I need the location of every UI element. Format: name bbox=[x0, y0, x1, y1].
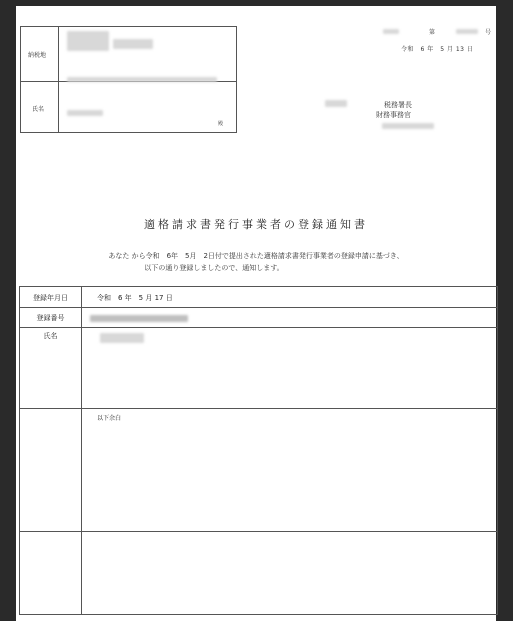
redacted-address bbox=[67, 31, 109, 51]
registration-date-value: 令和 6 年 5 月 17 日 bbox=[97, 294, 173, 302]
number-prefix: 第 bbox=[429, 29, 437, 36]
redacted-name bbox=[67, 110, 103, 116]
table-column-divider bbox=[81, 287, 82, 614]
registration-number-label: 登録番号 bbox=[36, 314, 65, 322]
table-row-divider bbox=[20, 307, 497, 308]
redacted-document-number bbox=[456, 29, 478, 34]
notice-body-line1: あなた から令和 6年 5月 2日付で提出された適格請求書発行事業者の登録申請に基づき、 bbox=[108, 252, 404, 260]
recipient-box bbox=[20, 26, 237, 133]
recipient-box-divider-vertical bbox=[58, 27, 59, 132]
address-label: 納税地 bbox=[28, 52, 47, 59]
notice-title: 適格請求書発行事業者の登録通知書 bbox=[144, 218, 368, 231]
redacted-registrant-name bbox=[100, 333, 144, 343]
redacted-issuer-name bbox=[382, 123, 434, 129]
registration-date-label: 登録年月日 bbox=[33, 294, 68, 302]
notice-body-line2: 以下の通り登録しましたので、通知します。 bbox=[144, 264, 284, 272]
redacted-address-line bbox=[67, 77, 217, 82]
issue-date: 令和 6 年 5 月 13 日 bbox=[401, 46, 474, 53]
number-suffix: 号 bbox=[485, 29, 493, 36]
table-name-label: 氏名 bbox=[43, 332, 58, 340]
redacted-tax-office-name bbox=[325, 100, 347, 107]
honorific-label: 殿 bbox=[218, 121, 224, 127]
redacted-address-part bbox=[113, 39, 153, 49]
redacted-registration-number bbox=[90, 315, 188, 322]
issuer-subtitle: 財務事務官 bbox=[376, 111, 411, 119]
table-row-divider bbox=[20, 327, 497, 328]
document-page bbox=[16, 6, 496, 621]
name-label: 氏名 bbox=[32, 106, 45, 113]
remarks-text: 以下余白 bbox=[97, 415, 122, 422]
issuer-title: 税務署長 bbox=[384, 101, 412, 109]
table-row-divider bbox=[20, 531, 497, 532]
registration-table bbox=[19, 286, 498, 615]
table-row-divider bbox=[20, 408, 497, 409]
redacted-office-code bbox=[383, 29, 399, 34]
